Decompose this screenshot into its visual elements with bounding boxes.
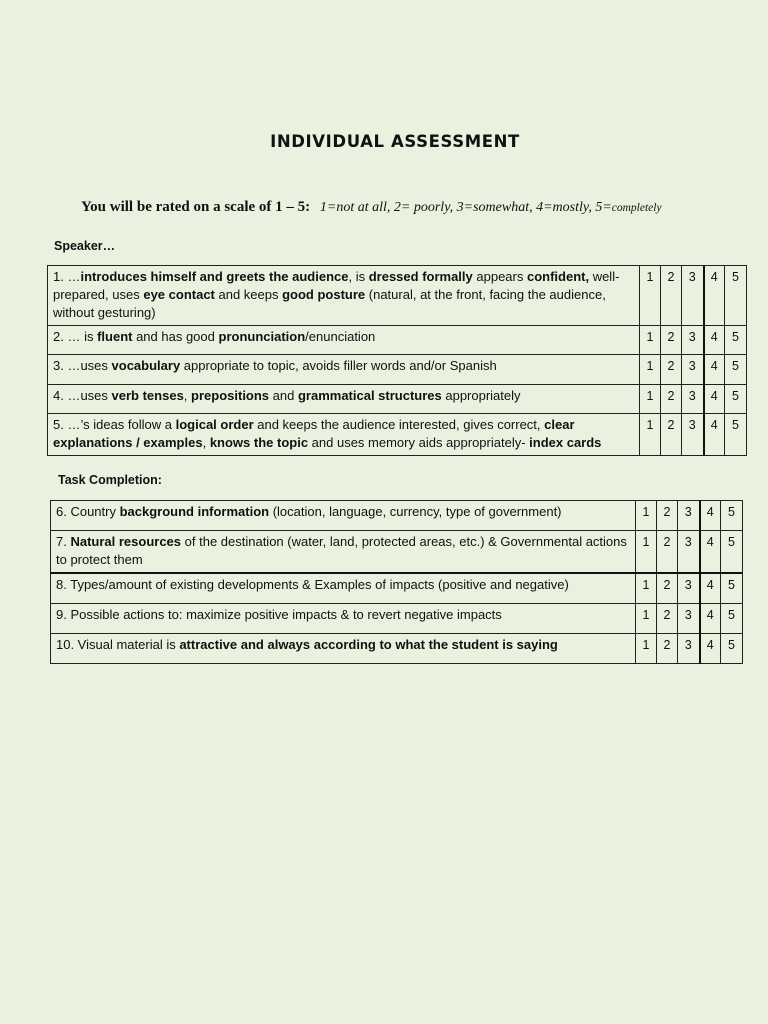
rating-option-1[interactable]: 1 [636, 573, 657, 603]
rating-option-2[interactable]: 2 [661, 385, 682, 414]
rating-option-3[interactable]: 3 [682, 355, 704, 385]
speaker-criterion-row [48, 385, 747, 414]
rating-option-3[interactable]: 3 [678, 633, 700, 663]
rating-option-4[interactable]: 4 [704, 385, 725, 414]
rating-option-1[interactable]: 1 [640, 266, 661, 326]
rating-option-4[interactable]: 4 [700, 573, 721, 603]
rating-option-1[interactable]: 1 [636, 603, 657, 633]
task-criterion-criterion-text: 9. Possible actions to: maximize positive impacts & to revert negative impacts [51, 603, 636, 633]
rating-option-3[interactable]: 3 [682, 414, 704, 456]
speaker-criterion-criterion-text: 3. …uses vocabulary appropriate to topic, avoids filler words and/or Spanish [48, 355, 640, 385]
rating-option-2[interactable]: 2 [657, 603, 678, 633]
rating-option-5[interactable]: 5 [721, 531, 743, 574]
rating-option-5[interactable]: 5 [725, 266, 747, 326]
rating-option-4[interactable]: 4 [700, 603, 721, 633]
rating-option-2[interactable]: 2 [661, 266, 682, 326]
rating-option-5[interactable]: 5 [721, 603, 743, 633]
rating-option-3[interactable]: 3 [682, 266, 704, 326]
task-criterion-row [51, 501, 743, 531]
rating-option-1[interactable]: 1 [636, 633, 657, 663]
rating-option-5[interactable]: 5 [721, 573, 743, 603]
rating-option-1[interactable]: 1 [636, 501, 657, 531]
rating-option-3[interactable]: 3 [678, 603, 700, 633]
rating-option-3[interactable]: 3 [678, 531, 700, 574]
rating-option-4[interactable]: 4 [704, 266, 725, 326]
rating-option-4[interactable]: 4 [700, 633, 721, 663]
rating-option-2[interactable]: 2 [657, 501, 678, 531]
task-criterion-row [51, 573, 743, 603]
rating-option-4[interactable]: 4 [704, 414, 725, 456]
rating-option-2[interactable]: 2 [657, 633, 678, 663]
speaker-criterion-criterion-text: 2. … is fluent and has good pronunciation/enunciation [48, 326, 640, 355]
rating-option-2[interactable]: 2 [661, 414, 682, 456]
rating-option-5[interactable]: 5 [725, 385, 747, 414]
task-criterion-row [51, 531, 743, 574]
rating-option-1[interactable]: 1 [640, 385, 661, 414]
rating-scale-legend [81, 199, 662, 216]
speaker-criterion-criterion-text: 4. …uses verb tenses, prepositions and grammatical structures appropriately [48, 385, 640, 414]
speaker-criterion-criterion-text: 5. …’s ideas follow a logical order and keeps the audience interested, gives correct, clear explanations / examples, knows the topic and uses memory aids appropriately- index cards [48, 414, 640, 456]
speaker-criterion-row [48, 355, 747, 385]
rating-option-3[interactable]: 3 [678, 573, 700, 603]
task-criterion-criterion-text: 8. Types/amount of existing developments & Examples of impacts (positive and negative) [51, 573, 636, 603]
rating-option-3[interactable]: 3 [682, 385, 704, 414]
task-criterion-row [51, 633, 743, 663]
rating-option-5[interactable]: 5 [725, 326, 747, 355]
rating-option-5[interactable]: 5 [721, 501, 743, 531]
speaker-rubric-table [47, 265, 747, 456]
rating-option-4[interactable]: 4 [700, 501, 721, 531]
rating-option-4[interactable]: 4 [704, 326, 725, 355]
rating-option-1[interactable]: 1 [640, 414, 661, 456]
rating-option-5[interactable]: 5 [725, 414, 747, 456]
rating-option-3[interactable]: 3 [678, 501, 700, 531]
rating-option-4[interactable]: 4 [704, 355, 725, 385]
task-criterion-criterion-text: 6. Country background information (location, language, currency, type of government) [51, 501, 636, 531]
rating-option-2[interactable]: 2 [657, 573, 678, 603]
task-criterion-criterion-text: 10. Visual material is attractive and always according to what the student is saying [51, 633, 636, 663]
speaker-section-label: Speaker… [54, 239, 116, 253]
rating-option-5[interactable]: 5 [725, 355, 747, 385]
task-rubric-table [50, 500, 743, 664]
scale-legend-text: 1=not at all, 2= poorly, 3=somewhat, 4=mostly, 5=completely [319, 200, 662, 215]
speaker-criterion-row [48, 266, 747, 326]
rating-option-2[interactable]: 2 [661, 326, 682, 355]
rating-option-1[interactable]: 1 [640, 326, 661, 355]
task-criterion-criterion-text: 7. Natural resources of the destination (water, land, protected areas, etc.) & Governmental actions to protect them [51, 531, 636, 574]
rating-option-3[interactable]: 3 [682, 326, 704, 355]
speaker-criterion-row [48, 326, 747, 355]
task-completion-section-label: Task Completion: [58, 473, 162, 487]
rating-option-5[interactable]: 5 [721, 633, 743, 663]
page-title: INDIVIDUAL ASSESSMENT [270, 132, 520, 151]
rating-option-1[interactable]: 1 [636, 531, 657, 574]
rating-option-2[interactable]: 2 [657, 531, 678, 574]
scale-lead-text: You will be rated on a scale of 1 – 5: [81, 199, 311, 215]
rating-option-4[interactable]: 4 [700, 531, 721, 574]
rating-option-2[interactable]: 2 [661, 355, 682, 385]
rating-option-1[interactable]: 1 [640, 355, 661, 385]
task-criterion-row [51, 603, 743, 633]
speaker-criterion-criterion-text: 1. …introduces himself and greets the audience, is dressed formally appears confident, well-prepared, uses eye contact and keeps good posture (natural, at the front, facing the audience, without gesturing) [48, 266, 640, 326]
speaker-criterion-row [48, 414, 747, 456]
